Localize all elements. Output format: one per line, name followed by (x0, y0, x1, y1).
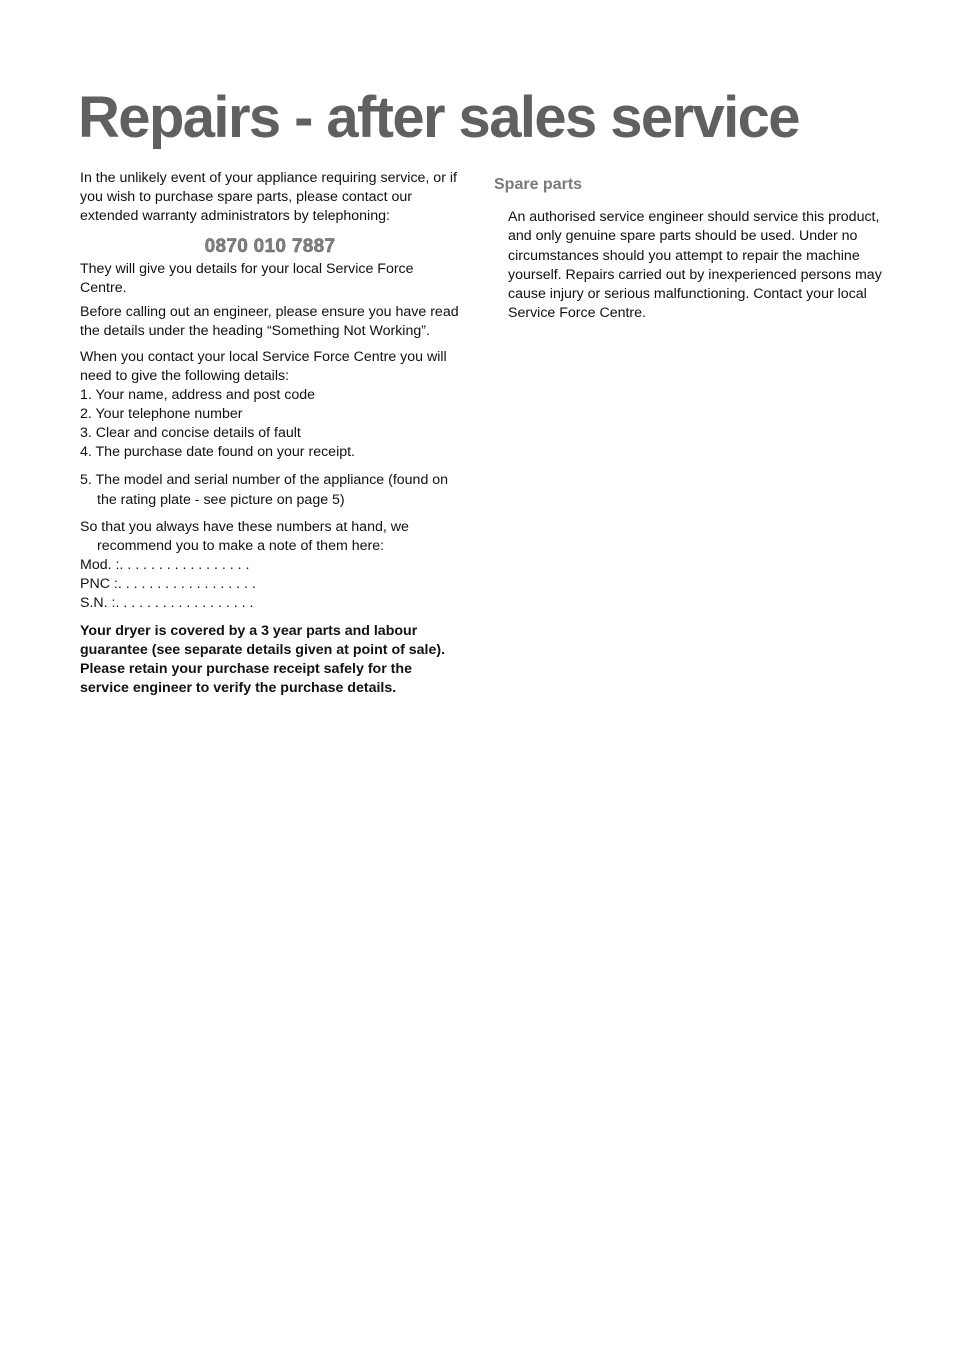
left-column (80, 169, 460, 698)
intro-paragraph: In the unlikely event of your appliance requiring service, or if you wish to purchase spare parts, please contact our extended warranty administrators by telephoning: (80, 170, 457, 224)
contact-intro-paragraph: When you contact your local Service Force Centre you will need to give the following details: (80, 349, 447, 384)
note-intro-paragraph: So that you always have these numbers at hand, we recommend you to make a note of them here: (80, 519, 409, 554)
phone-number: 0870 010 7887 (204, 236, 336, 257)
right-column (494, 172, 884, 324)
pnc-line: PNC :. . . . . . . . . . . . . . . . . . (80, 576, 256, 592)
spare-parts-heading: Spare parts (494, 176, 583, 193)
list-item: 5. The model and serial number of the appliance (found on the rating plate - see picture on page 5) (80, 472, 449, 508)
guarantee-notice: Your dryer is covered by a 3 year parts and labour guarantee (see separate details given at point of sale). Please retain your purchase receipt safely for the service engineer to verify the purchase details. (80, 623, 446, 696)
model-number-line: Mod. :. . . . . . . . . . . . . . . . . (80, 557, 250, 573)
list-item: 4. The purchase date found on your receipt. (80, 444, 356, 460)
page-title: Repairs - after sales service (78, 85, 799, 150)
list-item: 1. Your name, address and post code (80, 387, 316, 403)
before-calling-paragraph: Before calling out an engineer, please ensure you have read the details under the heading “Something Not Working”. (80, 304, 459, 339)
serial-number-line: S.N. :. . . . . . . . . . . . . . . . . . (80, 595, 254, 611)
list-item: 2. Your telephone number (80, 406, 243, 422)
local-centre-paragraph: They will give you details for your local Service Force Centre. (80, 261, 414, 296)
spare-parts-body: An authorised service engineer should service this product, and only genuine spare parts should be used. Under no circumstances should you attempt to repair the machine yourself. Repairs carried out by inexperienced persons may cause injury or serious malfunctioning. Contact your local Service Force Centre. (508, 209, 882, 322)
list-item: 3. Clear and concise details of fault (80, 425, 301, 441)
